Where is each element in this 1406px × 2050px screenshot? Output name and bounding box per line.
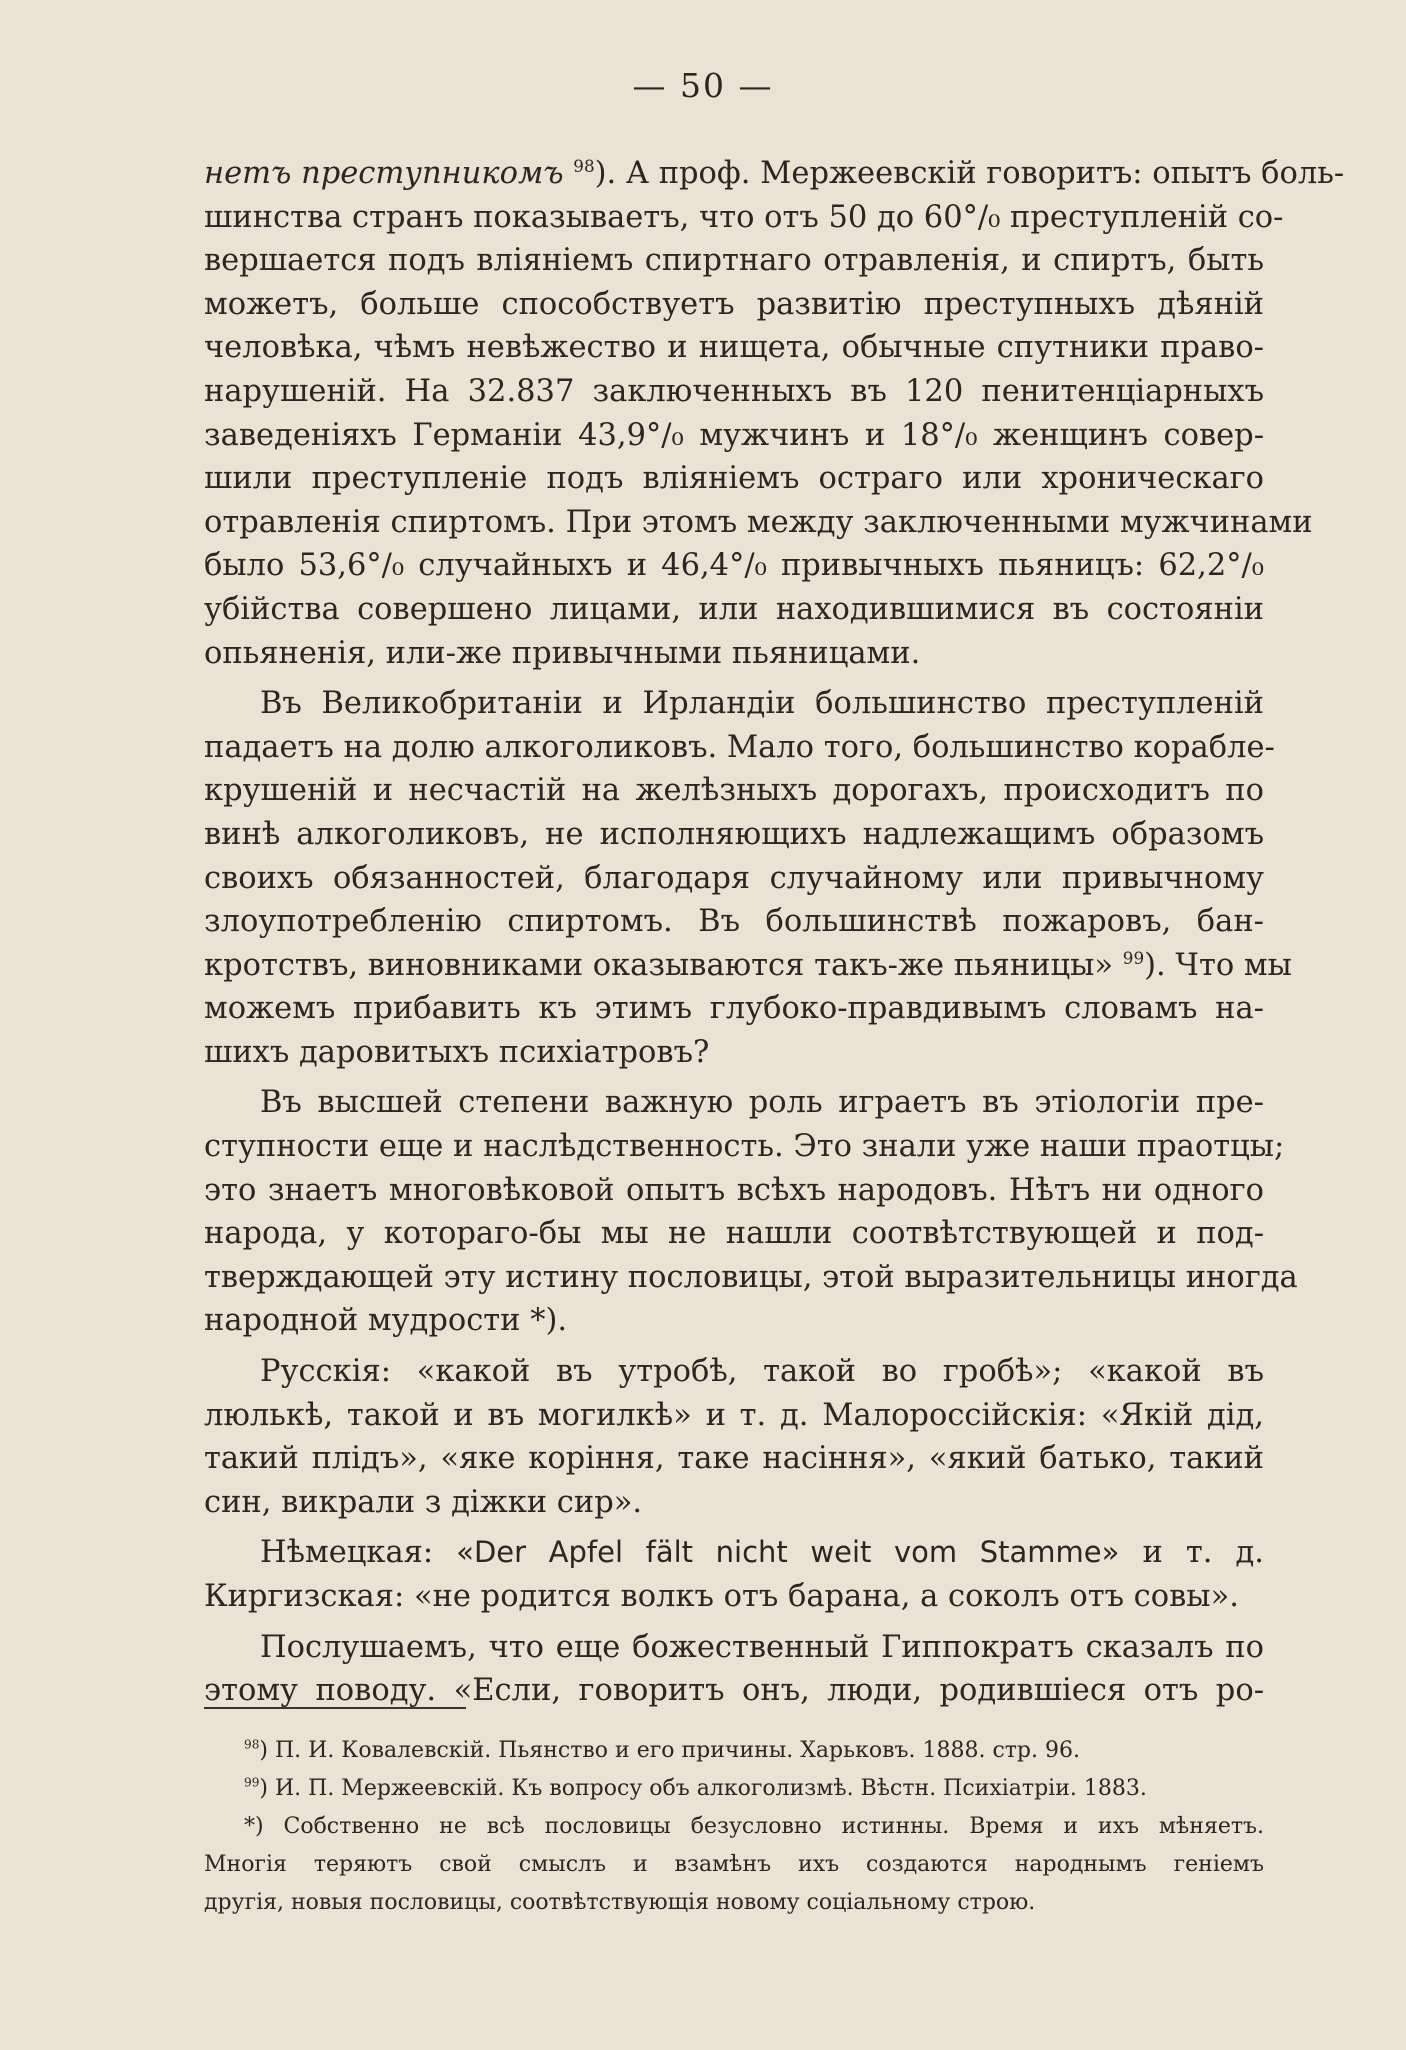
text-line: такий плідъ», «яке коріння, таке насіння», «який батько, такий — [204, 1441, 1264, 1477]
text-line: ступности еще и наслѣдственность. Это знали уже наши праотцы; — [204, 1129, 1285, 1165]
paragraph-5 — [204, 1531, 1264, 1618]
text-line — [204, 944, 1292, 988]
italic-phrase: нетъ преступникомъ — [204, 156, 564, 191]
footnote-star-continued: другія, новыя пословицы, соотвѣтствующія новому соціальному строю. — [204, 1890, 1036, 1915]
text-line: человѣка, чѣмъ невѣжество и нищета, обычные спутники право- — [204, 330, 1264, 366]
text-line: было 53,6°/₀ случайныхъ и 46,4°/₀ привычныхъ пьяницъ: 62,2°/₀ — [204, 548, 1264, 584]
text-line: Русскія: «какой въ утробѣ, такой во гробѣ»; «какой въ — [260, 1354, 1264, 1390]
text-line: это знаетъ многовѣковой опытъ всѣхъ народовъ. Нѣтъ ни одного — [204, 1172, 1264, 1208]
text-span: Нѣмецкая: — [260, 1535, 457, 1571]
text-line: вершается подъ вліяніемъ спиртнаго отравленія, и спиртъ, быть — [204, 243, 1264, 279]
text-line: заведеніяхъ Германіи 43,9°/₀ мужчинъ и 18°/₀ женщинъ совер- — [204, 417, 1264, 453]
text-line: можетъ, больше способствуетъ развитію преступныхъ дѣяній — [204, 286, 1264, 322]
text-line: опьяненія, или-же привычными пьяницами. — [204, 635, 921, 671]
text-line: тверждающей эту истину пословицы, этой выразительницы иногда — [204, 1259, 1298, 1295]
footnote-star: *) Собственно не всѣ пословицы безусловно истинны. Время и ихъ мѣняетъ. — [244, 1814, 1264, 1839]
text-line: шили преступленіе подъ вліяніемъ остраго или хроническаго — [204, 461, 1264, 497]
german-quote: «Der Apfel fält nicht weit vom Stamme» — [456, 1535, 1120, 1570]
text-line: Въ высшей степени важную роль играетъ въ этіологіи пре- — [260, 1085, 1264, 1121]
text-line: своихъ обязанностей, благодаря случайному или привычному — [204, 860, 1264, 896]
footnote-star-continued: Многія теряютъ свой смыслъ и взамѣнъ ихъ создаются народнымъ геніемъ — [204, 1852, 1264, 1877]
footnote-ref-99: 99 — [1122, 947, 1145, 968]
footnote-99 — [204, 1770, 1264, 1808]
text-line: народной мудрости *). — [204, 1303, 568, 1339]
footnote-mark: 98 — [244, 1737, 260, 1752]
text-span: ). Что мы — [1144, 947, 1292, 983]
text-line: шихъ даровитыхъ психіатровъ? — [204, 1034, 710, 1070]
text-line: можемъ прибавить къ этимъ глубоко-правдивымъ словамъ на- — [204, 991, 1264, 1027]
text-span: ). А проф. Мержеевскій говоритъ: опытъ боль- — [594, 156, 1345, 191]
text-line: Въ Великобританіи и Ирландіи большинство преступленій — [260, 686, 1264, 722]
paragraph-2 — [204, 682, 1292, 1074]
text-line: этому поводу. «Если, говоритъ онъ, люди, родившіеся отъ ро- — [204, 1673, 1264, 1709]
paragraph-6 — [204, 1626, 1264, 1713]
footnote-ref-98: 98 — [573, 155, 595, 176]
text-line: Послушаемъ, что еще божественный Гиппократъ сказалъ по — [260, 1629, 1264, 1665]
text-line — [204, 152, 1345, 196]
text-line: нарушеній. На 32.837 заключенныхъ въ 120 пенитенціарныхъ — [204, 373, 1264, 409]
text-line: люлькѣ, такой и въ могилкѣ» и т. д. Малороссійскія: «Якій дід, — [204, 1397, 1264, 1433]
paragraph-1 — [204, 152, 1345, 675]
text-line: убійства совершено лицами, или находившимися въ состояніи — [204, 591, 1264, 627]
footnote-mark: 99 — [244, 1775, 260, 1790]
paragraph-4 — [204, 1350, 1264, 1524]
text-line: падаетъ на долю алкоголиковъ. Мало того, большинство корабле- — [204, 729, 1275, 765]
text-span: кротствъ, виновниками оказываются такъ-же пьяницы» — [204, 947, 1114, 983]
text-span: и т. д. — [1119, 1535, 1264, 1571]
footnote-98 — [204, 1732, 1264, 1770]
footnote-text: ) П. И. Ковалевскій. Пьянство и его причины. Харьковъ. 1888. стр. 96. — [259, 1738, 1080, 1763]
page-number: — 50 — — [632, 66, 774, 105]
text-line: народа, у котораго-бы мы не нашли соотвѣтствующей и под- — [204, 1216, 1264, 1252]
footnote-text: ) И. П. Мержеевскій. Къ вопросу объ алкоголизмѣ. Вѣстн. Психіатріи. 1883. — [259, 1776, 1147, 1801]
text-line: син, викрали з діжки сир». — [204, 1484, 643, 1520]
footnote-divider — [204, 1707, 466, 1709]
text-line: винѣ алкоголиковъ, не исполняющихъ надлежащимъ образомъ — [204, 816, 1264, 852]
text-line: Киргизская: «не родится волкъ отъ барана, а соколъ отъ совы». — [204, 1579, 1239, 1614]
text-line: шинства странъ показываетъ, что отъ 50 до 60°/₀ преступленій со- — [204, 199, 1284, 235]
text-line: отравленія спиртомъ. При этомъ между заключенными мужчинами — [204, 504, 1313, 540]
paragraph-3 — [204, 1081, 1298, 1343]
text-line: злоупотребленію спиртомъ. Въ большинствѣ пожаровъ, бан- — [204, 904, 1264, 940]
text-line — [204, 1531, 1264, 1575]
body-text — [204, 152, 1345, 1720]
text-line: крушеній и несчастій на желѣзныхъ дорогахъ, происходитъ по — [204, 773, 1264, 809]
footnotes — [204, 1732, 1264, 1922]
